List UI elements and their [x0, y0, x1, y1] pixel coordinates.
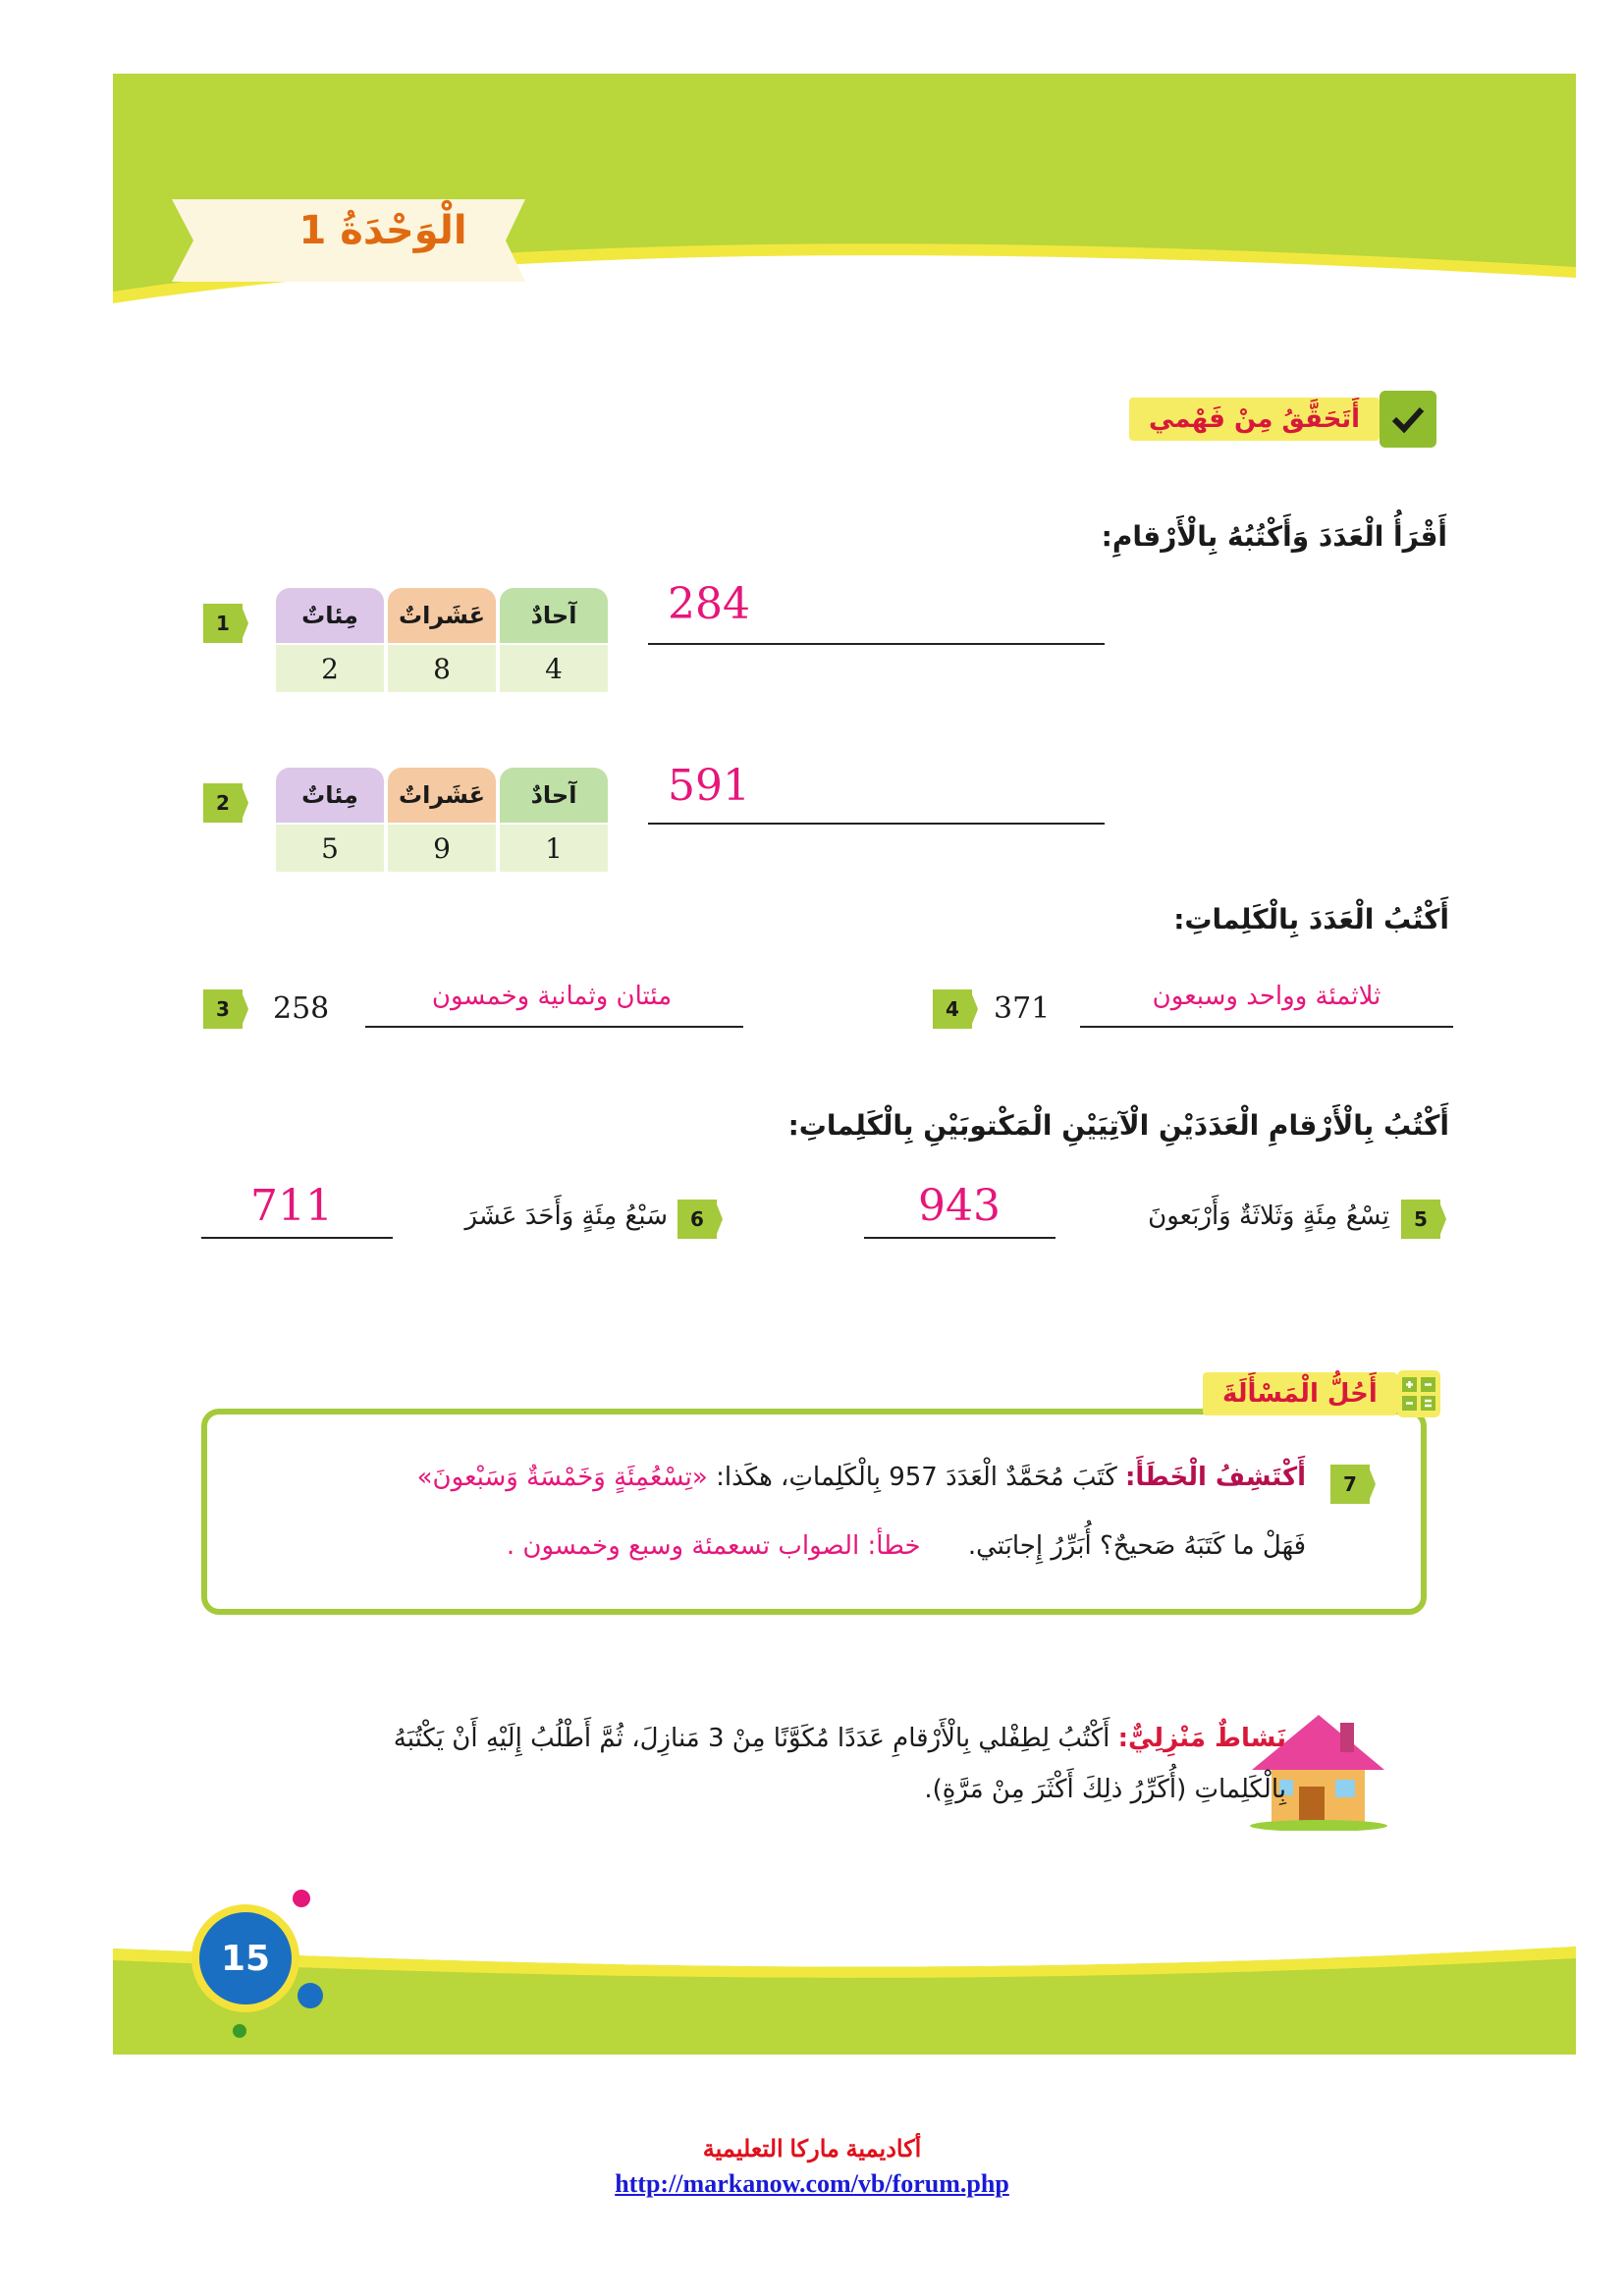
calculator-icon	[1397, 1370, 1440, 1417]
answer-line	[365, 1026, 743, 1028]
number-3: 258	[273, 991, 330, 1026]
hundreds-header: مِئاتٌ	[276, 768, 384, 823]
tens-header: عَشَراتٌ	[388, 588, 496, 643]
problem-label: أَحُلُّ الْمَسْأَلَةَ	[1203, 1372, 1397, 1415]
footer-credit	[0, 2135, 1624, 2199]
problem-box	[201, 1409, 1427, 1615]
hundreds-cell: 2	[276, 645, 384, 692]
problem-text-1: كَتَبَ مُحَمَّدٌ الْعَدَدَ 957 بِالْكَلِماتِ، هكَذا:	[716, 1463, 1117, 1492]
home-activity	[363, 1713, 1286, 1815]
decor-dot	[298, 1983, 323, 2008]
part-a-heading: أَقْرَأُ الْعَدَدَ وَأَكْتُبُهُ بِالْأَرْقامِ:	[1101, 520, 1447, 553]
home-activity-label: نَشاطٌ مَنْزِلِيٌّ:	[1117, 1724, 1286, 1753]
tens-cell: 8	[388, 645, 496, 692]
unit-title: الْوَحْدَةُ 1	[298, 208, 467, 253]
part-b-heading: أَكْتُبُ الْعَدَدَ بِالْكَلِماتِ:	[1173, 903, 1449, 935]
question-number: 3	[203, 989, 243, 1029]
units-cell: 4	[500, 645, 608, 692]
answer-1: 284	[668, 579, 750, 629]
credit-link[interactable]: http://markanow.com/vb/forum.php	[615, 2169, 1009, 2198]
answer-4: ثلاثمئة وواحد وسبعون	[1152, 982, 1381, 1011]
question-number: 1	[203, 604, 243, 643]
part-c-heading: أَكْتُبُ بِالْأَرْقامِ الْعَدَدَيْنِ الْآتِيَيْنِ الْمَكْتوبَيْنِ بِالْكَلِماتِ:	[787, 1109, 1449, 1142]
problem-line-2	[275, 1531, 1306, 1561]
decor-dot	[233, 2024, 246, 2038]
units-header: آحادٌ	[500, 768, 608, 823]
answer-3: مئتان وثمانية وخمسون	[431, 982, 673, 1011]
problem-answer: خطأ: الصواب تسعمئة وسبع وخمسون .	[506, 1531, 921, 1561]
answer-line	[864, 1237, 1056, 1239]
answer-2: 591	[668, 761, 750, 811]
place-value-table-2	[272, 766, 612, 874]
units-cell: 1	[500, 825, 608, 872]
page-number: 15	[191, 1904, 299, 2012]
answer-line	[648, 823, 1105, 825]
problem-line-1	[275, 1463, 1306, 1492]
place-value-table-1	[272, 586, 612, 694]
home-activity-text: أَكْتُبُ لِطِفْلي بِالْأَرْقامِ عَدَدًا مُكَوَّنًا مِنْ 3 مَنازِلَ، ثُمَّ أَطْلُبُ إِلَيْهِ أَنْ يَكْتُبَهُ بِالْكَلِماتِ (أُكَرِّرُ ذلِكَ أَكْثَرَ مِنْ مَرَّةٍ).	[393, 1724, 1286, 1804]
number-4: 371	[994, 991, 1051, 1026]
question-number: 4	[933, 989, 972, 1029]
check-icon	[1380, 391, 1436, 448]
question-number: 7	[1330, 1465, 1370, 1504]
footer-band	[113, 1929, 1576, 2055]
tens-cell: 9	[388, 825, 496, 872]
units-header: آحادٌ	[500, 588, 608, 643]
answer-line	[201, 1237, 393, 1239]
question-number: 6	[677, 1200, 717, 1239]
problem-lead: أَكْتَشِفُ الْخَطَأَ:	[1124, 1463, 1306, 1492]
decor-dot	[293, 1890, 310, 1907]
check-understanding-tag	[1129, 393, 1436, 446]
problem-quote: «تِسْعُمِئَةٍ وَخَمْسَةٌ وَسَبْعونَ»	[416, 1463, 708, 1492]
tens-header: عَشَراتٌ	[388, 768, 496, 823]
words-6: سَبْعُ مِئَةٍ وَأَحَدَ عَشَرَ	[464, 1201, 668, 1231]
check-understanding-label: أَتَحَقَّقُ مِنْ فَهْمي	[1129, 398, 1380, 441]
problem-tag	[1203, 1367, 1440, 1420]
credit-title: أكاديمية ماركا التعليمية	[702, 2136, 922, 2163]
answer-line	[1080, 1026, 1453, 1028]
question-number: 2	[203, 783, 243, 823]
problem-text-2: فَهَلْ ما كَتَبَهُ صَحيحٌ؟ أُبَرِّرُ إِجابَتي.	[967, 1531, 1306, 1561]
answer-line	[648, 643, 1105, 645]
hundreds-cell: 5	[276, 825, 384, 872]
words-5: تِسْعُ مِئَةٍ وَثَلاثَةٌ وَأَرْبَعونَ	[1148, 1201, 1389, 1231]
answer-6: 711	[250, 1181, 333, 1231]
hundreds-header: مِئاتٌ	[276, 588, 384, 643]
answer-5: 943	[918, 1181, 1001, 1231]
question-number: 5	[1401, 1200, 1440, 1239]
